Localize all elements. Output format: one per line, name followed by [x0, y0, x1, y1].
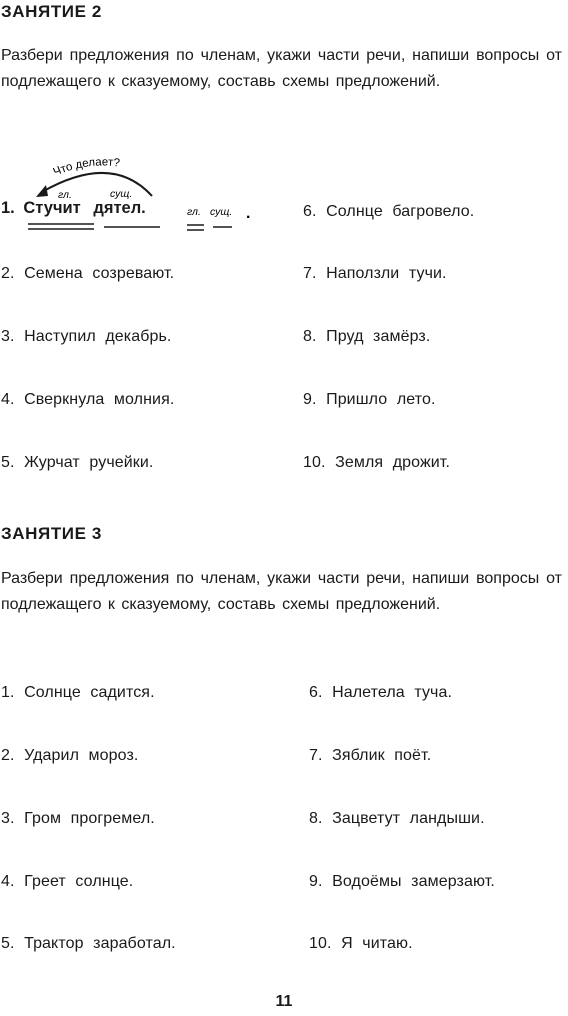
list-item: 4. Сверкнула молния.: [1, 391, 175, 408]
page-number: 11: [275, 993, 293, 1010]
list-item: 10. Земля дрожит.: [303, 454, 450, 471]
list-item: 6. Солнце багровело.: [303, 203, 475, 220]
pos-label-verb: гл.: [58, 189, 72, 201]
scheme-end: .: [246, 205, 251, 222]
lesson3-task: Разбери предложения по членам, укажи части речи, напиши вопросы от подлежащего к сказуемому, составь схемы предложений.: [1, 570, 562, 613]
question-label: Что делает?: [51, 156, 121, 179]
list-item: 8. Пруд замёрз.: [303, 328, 431, 345]
lesson2-title: ЗАНЯТИЕ 2: [1, 2, 102, 21]
worked-example: [0, 152, 300, 242]
scheme-pos-verb: гл.: [187, 206, 201, 218]
scheme-pos-noun: сущ.: [210, 206, 233, 218]
list-item: 7. Зяблик поёт.: [309, 747, 432, 764]
list-item: 9. Пришло лето.: [303, 391, 436, 408]
list-item: 3. Гром прогремел.: [1, 810, 155, 827]
list-item: 2. Семена созревают.: [1, 265, 175, 282]
list-item: 6. Налетела туча.: [309, 684, 453, 701]
example-sentence: [1, 199, 146, 218]
lesson2-task: Разбери предложения по членам, укажи части речи, напиши вопросы от подлежащего к сказуемому, составь схемы предложений.: [1, 47, 562, 90]
example-number: 1.: [1, 199, 15, 217]
list-item: 5. Журчат ручейки.: [1, 454, 154, 471]
question-arrow: [0, 152, 300, 242]
list-item: 2. Ударил мороз.: [1, 747, 139, 764]
list-item: 4. Греет солнце.: [1, 873, 134, 890]
list-item: 7. Наползли тучи.: [303, 265, 447, 282]
list-item: 3. Наступил декабрь.: [1, 328, 172, 345]
list-item: 1. Солнце садится.: [1, 684, 155, 701]
pos-label-noun: сущ.: [110, 188, 133, 200]
example-subject: дятел.: [93, 199, 146, 217]
example-predicate: Стучит: [23, 199, 81, 217]
list-item: 10. Я читаю.: [309, 935, 413, 952]
list-item: 5. Трактор заработал.: [1, 935, 176, 952]
list-item: 8. Зацветут ландыши.: [309, 810, 485, 827]
lesson3-title: ЗАНЯТИЕ 3: [1, 524, 102, 543]
list-item: 9. Водоёмы замерзают.: [309, 873, 495, 890]
